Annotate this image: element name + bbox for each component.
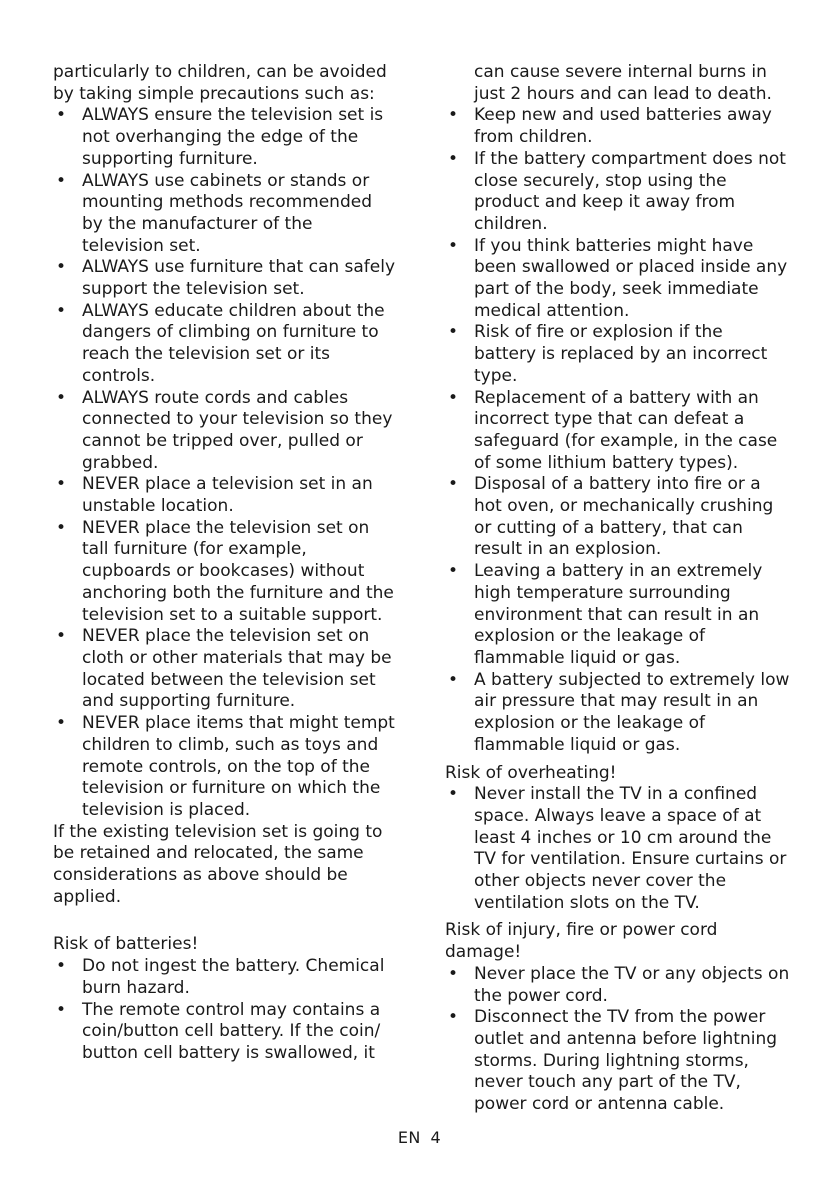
list-item: • ALWAYS route cords and cables connected to your television so they cannot be tripped over, pulled or grabbed. bbox=[53, 388, 398, 475]
injury-list bbox=[445, 964, 790, 1116]
list-item: • Disconnect the TV from the power outlet and antenna before lightning storms. During lightning storms, never touch any part of the TV, power cord or antenna cable. bbox=[445, 1007, 790, 1116]
tipping-precautions-list bbox=[53, 105, 398, 821]
overheating-list bbox=[445, 784, 790, 914]
left-column bbox=[53, 62, 398, 1065]
batteries-list bbox=[53, 956, 398, 1065]
list-item: • NEVER place the television set on cloth or other materials that may be located between the television set and supporting furniture. bbox=[53, 626, 398, 713]
list-item: • If you think batteries might have been swallowed or placed inside any part of the body, seek immediate medical attention. bbox=[445, 236, 790, 323]
intro-paragraph: particularly to children, can be avoided by taking simple precautions such as: bbox=[53, 62, 387, 104]
list-item: • Never install the TV in a confined space. Always leave a space of at least 4 inches or 10 cm around the TV for ventilation. Ensure curtains or other objects never cover the ventilation slots on the TV. bbox=[445, 784, 790, 914]
list-item: • Risk of fire or explosion if the battery is replaced by an incorrect type. bbox=[445, 322, 790, 387]
list-item: • Do not ingest the battery. Chemical burn hazard. bbox=[53, 956, 398, 999]
battery-warnings-list bbox=[445, 105, 790, 756]
list-item: • A battery subjected to extremely low air pressure that may result in an explosion or the leakage of flammable liquid or gas. bbox=[445, 670, 790, 757]
list-item: • ALWAYS use cabinets or stands or mounting methods recommended by the manufacturer of the television set. bbox=[53, 171, 398, 258]
list-item: • ALWAYS educate children about the dangers of climbing on furniture to reach the television set or its controls. bbox=[53, 301, 398, 388]
list-item: • The remote control may contains a coin/button cell battery. If the coin/ button cell battery is swallowed, it bbox=[53, 1000, 398, 1065]
list-item: • Never place the TV or any objects on the power cord. bbox=[445, 964, 790, 1007]
batteries-heading: Risk of batteries! bbox=[53, 934, 199, 955]
continuation-paragraph: can cause severe internal burns in just 2 hours and can lead to death. bbox=[474, 62, 772, 104]
injury-heading: Risk of injury, fire or power cord damage! bbox=[445, 920, 718, 963]
page-number: 4 bbox=[430, 1128, 442, 1147]
list-item: • Replacement of a battery with an incorrect type that can defeat a safeguard (for example, in the case of some lithium battery types). bbox=[445, 388, 790, 475]
list-item: • NEVER place items that might tempt children to climb, such as toys and remote controls, on the top of the television or furniture on which the television is placed. bbox=[53, 713, 398, 822]
list-item: • If the battery compartment does not close securely, stop using the product and keep it away from children. bbox=[445, 149, 790, 236]
page-footer bbox=[0, 1127, 839, 1149]
list-item: • Disposal of a battery into fire or a hot oven, or mechanically crushing or cutting of a battery, that can result in an explosion. bbox=[445, 474, 790, 561]
closing-paragraph: If the existing television set is going to be retained and relocated, the same considerations as above should be applied. bbox=[53, 821, 383, 907]
list-item: • Keep new and used batteries away from children. bbox=[445, 105, 790, 148]
right-column bbox=[445, 62, 790, 1116]
language-code: EN bbox=[397, 1128, 421, 1147]
list-item: • Leaving a battery in an extremely high temperature surrounding environment that can result in an explosion or the leakage of flammable liquid or gas. bbox=[445, 561, 790, 670]
list-item: • NEVER place the television set on tall furniture (for example, cupboards or bookcases) without anchoring both the furniture and the television set to a suitable support. bbox=[53, 518, 398, 627]
list-item: • ALWAYS use furniture that can safely support the television set. bbox=[53, 257, 398, 300]
list-item: • ALWAYS ensure the television set is not overhanging the edge of the supporting furniture. bbox=[53, 105, 398, 170]
list-item: • NEVER place a television set in an unstable location. bbox=[53, 474, 398, 517]
overheating-heading: Risk of overheating! bbox=[445, 762, 617, 783]
